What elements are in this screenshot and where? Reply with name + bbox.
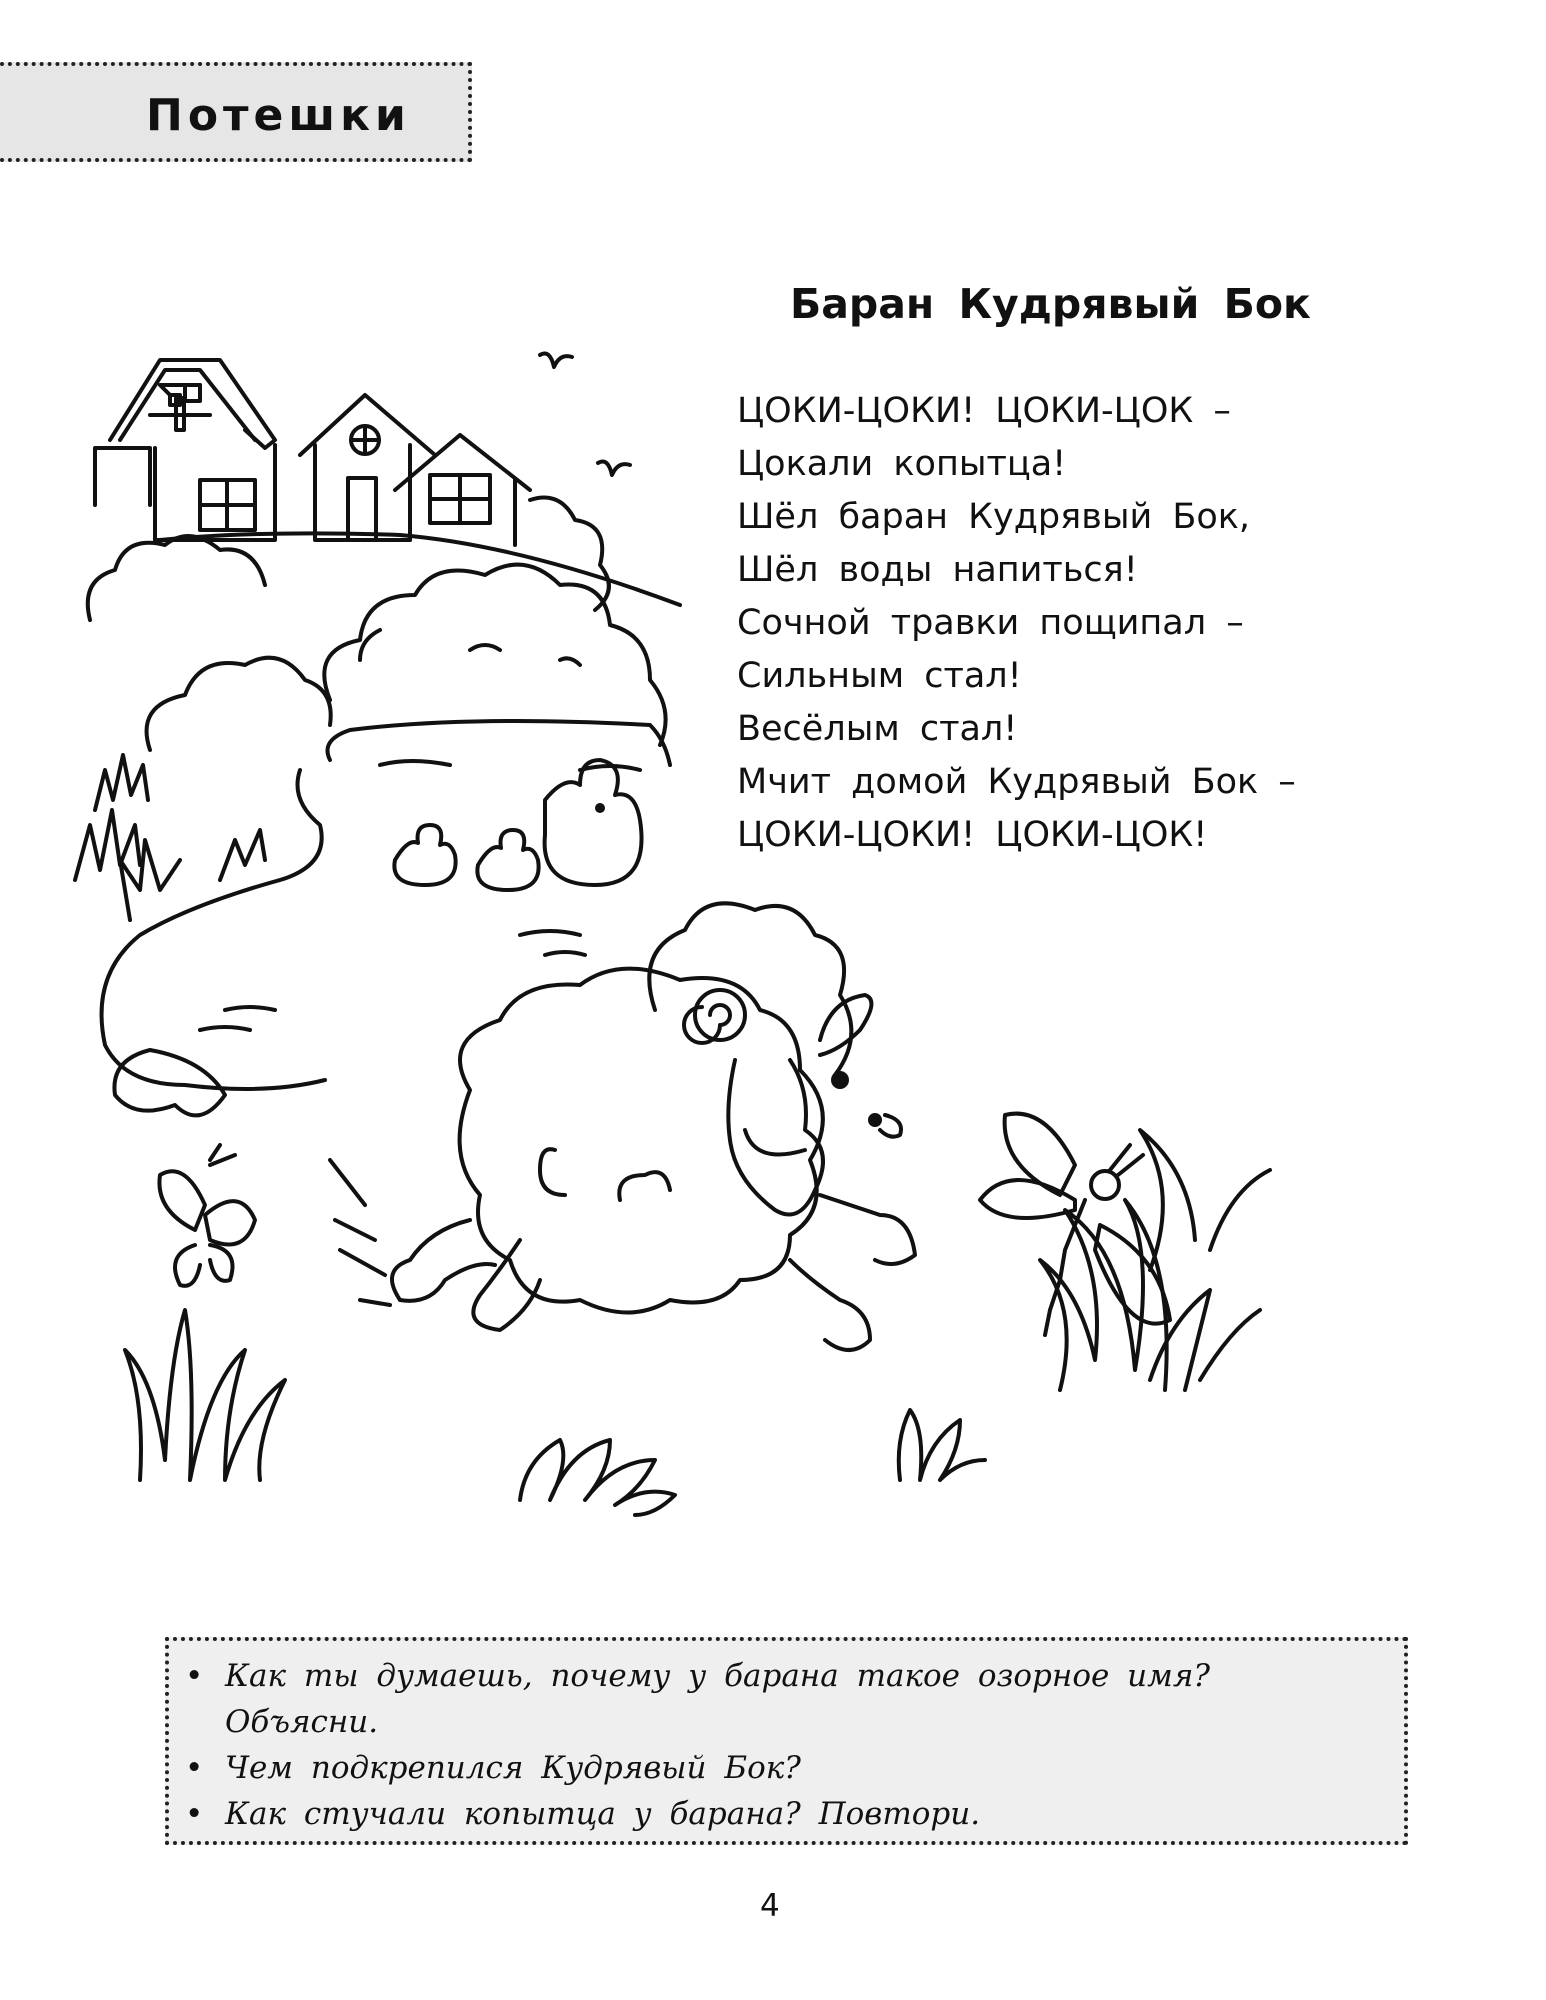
poem-line: Цокали копытца!	[737, 444, 1067, 484]
poem-line: Сильным стал!	[737, 656, 1022, 696]
poem-line: ЦОКИ-ЦОКИ! ЦОКИ-ЦОК –	[737, 391, 1231, 431]
bullet-icon: •	[185, 1750, 204, 1786]
bullet-icon: •	[185, 1658, 204, 1694]
questions-list	[185, 1653, 1210, 1837]
poem-line: Весёлым стал!	[737, 709, 1018, 749]
poem-line: Шёл баран Кудрявый Бок,	[737, 497, 1251, 537]
birds-icon	[540, 354, 630, 476]
question-item	[185, 1791, 1210, 1837]
question-item	[185, 1745, 1210, 1791]
house-middle-icon	[300, 395, 435, 540]
section-label: Потешки	[146, 90, 411, 141]
house-left-icon	[95, 360, 275, 540]
pond-icon	[102, 721, 670, 1115]
motion-lines	[330, 1160, 390, 1305]
bullet-icon: •	[185, 1796, 204, 1832]
grass-bottom-icon	[125, 1310, 985, 1515]
question-text: Чем подкрепился Кудрявый Бок?	[225, 1750, 801, 1786]
question-text: Как стучали копытца у барана? Повтори.	[225, 1796, 981, 1832]
page-number: 4	[760, 1888, 780, 1924]
question-text-continuation: Объясни.	[225, 1704, 379, 1740]
questions-box	[165, 1637, 1408, 1845]
question-item	[185, 1653, 1210, 1745]
question-text: Как ты думаешь, почему у барана такое озорное имя?	[225, 1658, 1210, 1694]
house-right-icon	[395, 435, 530, 545]
ducks-icon	[394, 760, 641, 890]
poem-line: Шёл воды напиться!	[737, 550, 1138, 590]
poem-line: ЦОКИ-ЦОКИ! ЦОКИ-ЦОК!	[737, 815, 1208, 855]
poem-line: Сочной травки пощипал –	[737, 603, 1244, 643]
grass-left-icon	[75, 755, 265, 920]
poem-line: Мчит домой Кудрявый Бок –	[737, 762, 1296, 802]
ram-icon	[392, 903, 915, 1350]
butterfly-icon	[159, 1145, 255, 1286]
poem-title: Баран Кудрявый Бок	[790, 280, 1311, 328]
